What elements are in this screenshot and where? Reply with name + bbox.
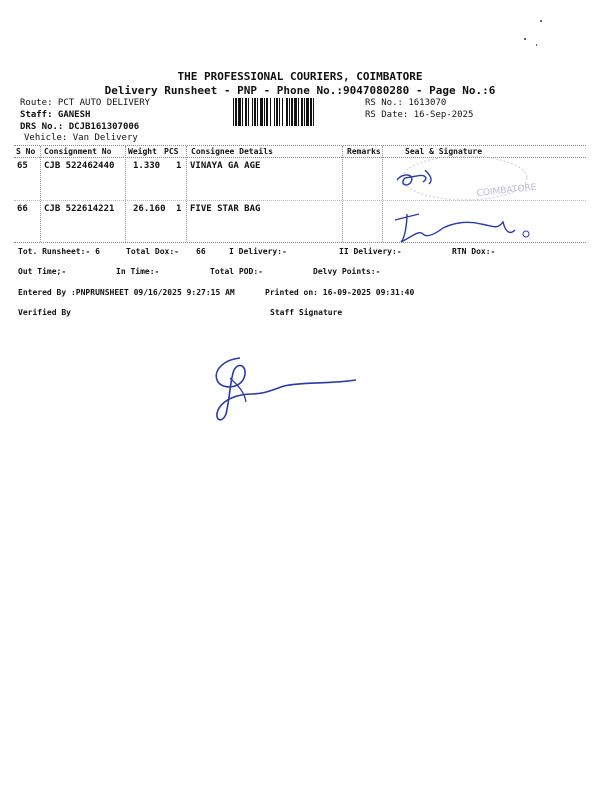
row-pcs: 1 — [176, 161, 182, 171]
stamp-text: COIMBATORE — [476, 182, 537, 199]
ii-delivery: II Delivery:- — [339, 247, 402, 256]
row-consignment: CJB 522614221 — [44, 204, 115, 214]
vehicle-text: Vehicle: Van Delivery — [24, 133, 138, 143]
delvy-points: Delvy Points:- — [313, 267, 381, 276]
total-dox-value: 66 — [196, 247, 206, 256]
total-pod: Total POD:- — [210, 267, 263, 276]
route-text: Route: PCT AUTO DELIVERY — [20, 98, 151, 108]
row-consignee: FIVE STAR BAG — [190, 204, 261, 214]
total-dox-label: Total Dox:- — [126, 247, 179, 256]
row-pcs: 1 — [176, 204, 182, 214]
col-consignment: Consignment No — [44, 147, 112, 156]
verified-by: Verified By — [18, 308, 71, 317]
staff-text: Staff: GANESH — [20, 110, 91, 120]
runsheet-title: Delivery Runsheet - PNP - Phone No.:9047080280 - Page No.:6 — [104, 84, 496, 97]
entered-by: Entered By :PNPRUNSHEET 09/16/2025 9:27:15 AM — [18, 288, 235, 297]
row-weight: 26.160 — [133, 204, 166, 214]
tot-runsheet: Tot. Runsheet:- 6 — [18, 247, 100, 256]
company-name: THE PROFESSIONAL COURIERS, COIMBATORE — [177, 70, 423, 83]
col-weight: Weight — [128, 147, 157, 156]
col-pcs: PCS — [164, 147, 179, 156]
col-consignee: Consignee Details — [191, 147, 273, 156]
printed-on: Printed on: 16-09-2025 09:31:40 — [265, 288, 415, 297]
row-weight: 1.330 — [133, 161, 161, 171]
row-sno: 66 — [17, 204, 28, 214]
col-sno: S No — [16, 147, 36, 156]
staff-signature-label: Staff Signature — [270, 308, 343, 317]
i-delivery: I Delivery:- — [229, 247, 287, 256]
row-consignment: CJB 522462440 — [44, 161, 115, 171]
rs-number: RS No.: 1613070 — [365, 98, 447, 108]
in-time: In Time:- — [116, 267, 160, 276]
out-time: Out Time;- — [18, 267, 67, 276]
handwritten-signature — [200, 350, 370, 430]
seal-stamp — [385, 150, 545, 245]
rs-date: RS Date: 16-Sep-2025 — [365, 110, 474, 120]
col-remarks: Remarks — [347, 147, 381, 156]
col-seal-signature: Seal & Signature — [405, 147, 483, 156]
rtn-dox: RTN Dox:- — [452, 247, 496, 256]
barcode — [233, 98, 361, 126]
row-sno: 65 — [17, 161, 28, 171]
drs-number: DRS No.: DCJB161307006 — [20, 122, 140, 132]
row-consignee: VINAYA GA AGE — [190, 161, 261, 171]
